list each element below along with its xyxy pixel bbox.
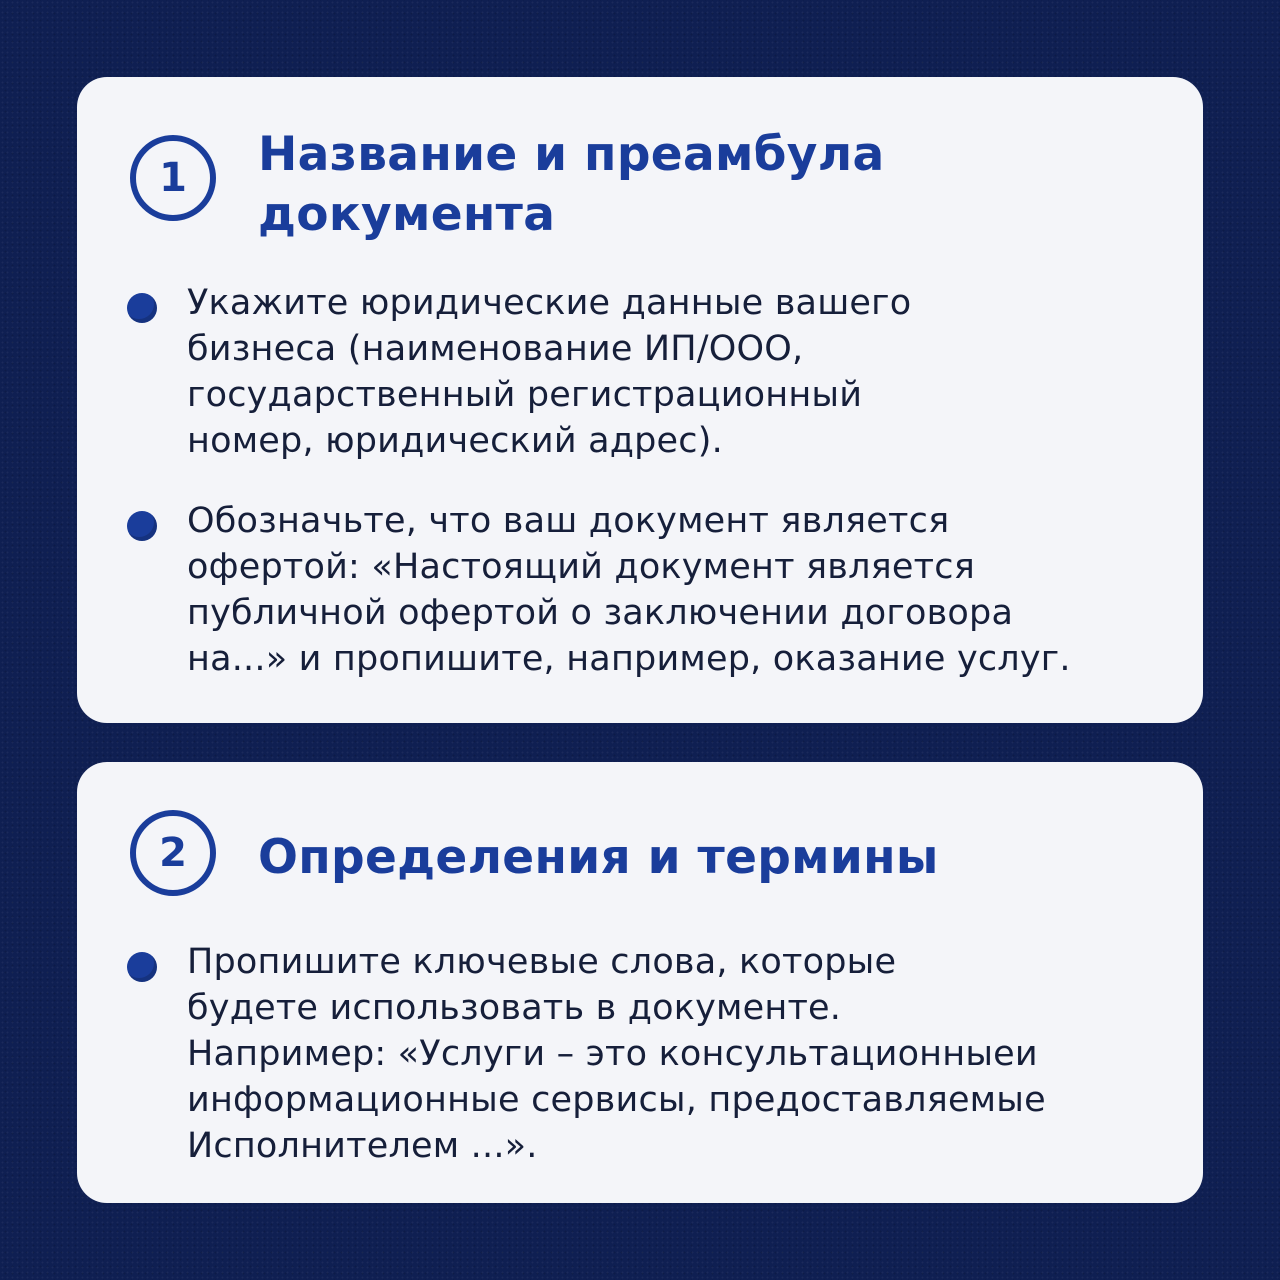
section-card-2 xyxy=(77,762,1203,1203)
bullet-line: номер, юридический адрес). xyxy=(187,421,723,461)
section-number: 1 xyxy=(159,155,187,201)
section-card-1 xyxy=(77,77,1203,723)
bullet-dot-icon xyxy=(127,293,157,323)
bullet-line: Обозначьте, что ваш документ является xyxy=(187,501,950,541)
bullet-line: Исполнителем ...». xyxy=(187,1126,538,1166)
section-title-line: Название и преамбула xyxy=(258,127,885,182)
bullet-line: офертой: «Настоящий документ является xyxy=(187,547,975,587)
bullet-line: публичной офертой о заключении договора xyxy=(187,593,1014,633)
section-title-line: документа xyxy=(258,187,556,242)
bullet-line: на...» и пропишите, например, оказание услуг. xyxy=(187,639,1071,679)
section-number-badge xyxy=(130,810,216,896)
bullet-dot-icon xyxy=(127,511,157,541)
bullet-line: Например: «Услуги – это консультационныеи xyxy=(187,1034,1038,1074)
section-title xyxy=(258,125,1158,245)
section-number-badge xyxy=(130,135,216,221)
bullet-line: государственный регистрационный xyxy=(187,375,863,415)
bullet-text xyxy=(187,939,1187,1169)
bullet-line: Пропишите ключевые слова, которые xyxy=(187,942,897,982)
section-number: 2 xyxy=(159,830,187,876)
section-title xyxy=(258,828,1158,888)
bullet-line: бизнеса (наименование ИП/ООО, xyxy=(187,329,804,369)
bullet-dot-icon xyxy=(127,952,157,982)
bullet-line: будете использовать в документе. xyxy=(187,988,842,1028)
bullet-text xyxy=(187,498,1187,682)
section-title-line: Определения и термины xyxy=(258,830,939,885)
bullet-line: информационные сервисы, предоставляемые xyxy=(187,1080,1046,1120)
bullet-text xyxy=(187,280,1187,464)
bullet-line: Укажите юридические данные вашего xyxy=(187,283,912,323)
